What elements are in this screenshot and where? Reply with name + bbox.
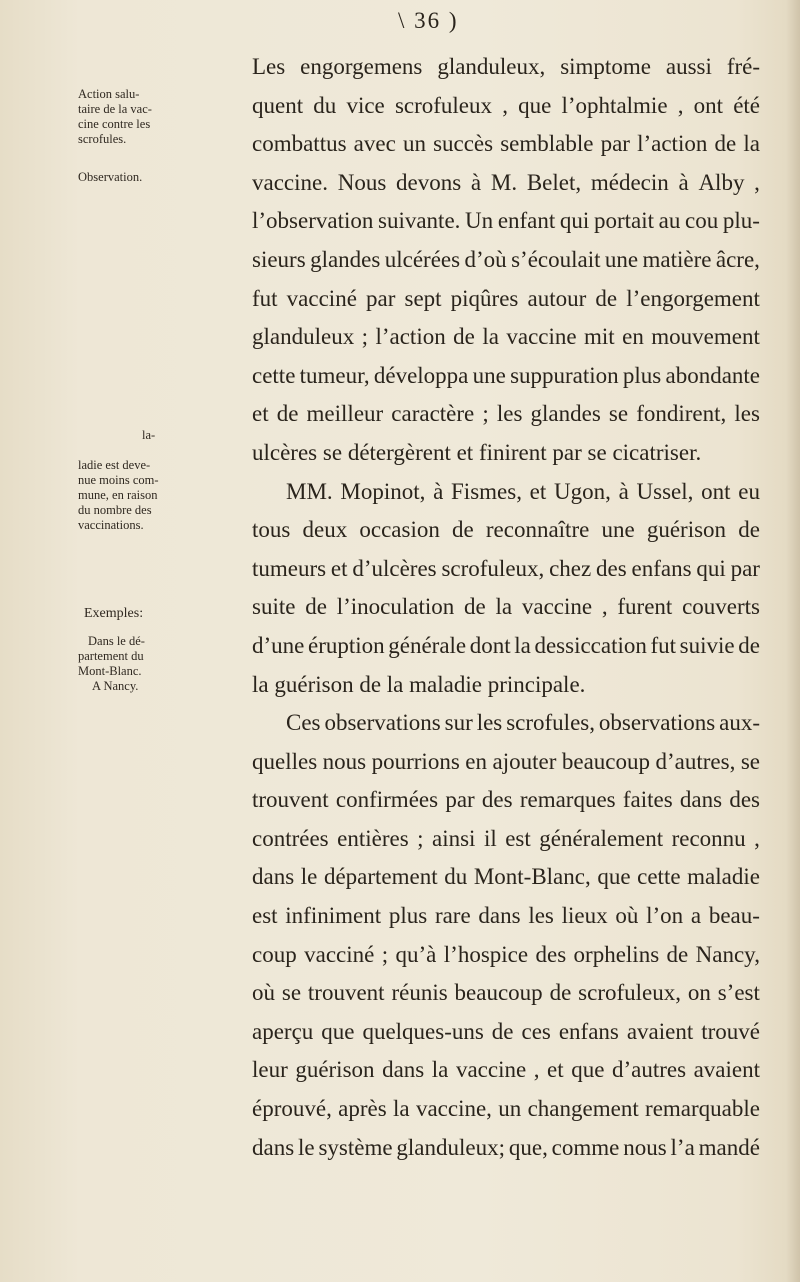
text-line: glanduleux ; l’action de la vaccine mit en mouvement [252,324,760,350]
text-line: où se trouvent réunis beaucoup de scrofuleux, on s’est [252,980,760,1006]
text-line: suite de l’inoculation de la vaccine , furent couverts [252,594,760,620]
margin-note-line: cine contre les [78,117,151,131]
margin-note-line: scrofules. [78,132,127,146]
margin-note-line: du nombre des [78,503,152,517]
margin-note-action [78,87,238,147]
text-line: tous deux occasion de reconnaître une guérison de [252,517,760,543]
text-line: l’observation suivante. Un enfant qui portait au cou plu- [252,208,760,234]
text-line: dans le système glanduleux; que, comme nous l’a mandé [252,1134,760,1160]
text-line: Ces observations sur les scrofules, observations aux- [286,710,760,736]
text-line: d’une éruption générale dont la dessiccation fut suivie de [252,632,760,658]
text-line: cette tumeur, développa une suppuration plus abondante [252,362,760,388]
margin-note-line: Observation. [78,170,143,184]
text-line: quent du vice scrofuleux , que l’ophtalmie , ont été [252,92,760,118]
margin-note-line: A Nancy. [92,679,139,693]
margin-note-observation [78,170,238,185]
margin-note-line: ladie est deve- [78,458,151,472]
text-line: la guérison de la maladie principale. [252,671,586,697]
margin-note-line: la- [142,428,156,442]
margin-note-maladie [78,428,238,533]
text-line: dans le département du Mont-Blanc, que cette maladie [252,864,760,890]
text-line: éprouvé, après la vaccine, un changement remarquable [252,1096,760,1122]
text-line: fut vacciné par sept piqûres autour de l’engorgement [252,285,760,311]
page-edge-shadow [786,0,800,1282]
text-line: est infiniment plus rare dans les lieux où l’on a beau- [252,903,760,929]
margin-note-line: nue moins com- [78,473,159,487]
text-line: aperçu que quelques-uns de ces enfans avaient trouvé [252,1018,760,1044]
text-line: coup vacciné ; qu’à l’hospice des orphelins de Nancy, [252,941,760,967]
text-line: et de meilleur caractère ; les glandes se fondirent, les [252,401,760,427]
margin-note-dans [78,634,238,694]
text-line: MM. Mopinot, à Fismes, et Ugon, à Ussel, ont eu [286,478,760,504]
text-line: quelles nous pourrions en ajouter beaucoup d’autres, se [252,748,760,774]
text-line: leur guérison dans la vaccine , et que d’autres avaient [252,1057,760,1083]
text-line: tumeurs et d’ulcères scrofuleux, chez des enfans qui par [252,555,760,581]
margin-note-line: partement du [78,649,144,663]
margin-note-exemples [78,606,238,621]
margin-note-line: Mont-Blanc. [78,664,142,678]
page-number: \ 36 ) [398,8,459,33]
margin-note-line: Dans le dé- [88,634,145,648]
text-line: combattus avec un succès semblable par l’action de la [252,131,760,157]
text-line: trouvent confirmées par des remarques faites dans des [252,787,760,813]
body-text [252,48,760,1167]
margin-note-line: mune, en raison [78,488,158,502]
text-line: vaccine. Nous devons à M. Belet, médecin à Alby , [252,169,760,195]
margin-note-line: Exemples: [84,606,144,621]
margin-note-line: taire de la vac- [78,102,152,116]
margin-note-line: Action salu- [78,87,140,101]
text-line: contrées entières ; ainsi il est généralement reconnu , [252,825,760,851]
text-line: Les engorgemens glanduleux, simptome aussi fré- [252,54,760,79]
text-line: ulcères se détergèrent et finirent par se cicatriser. [252,439,702,465]
text-line: sieurs glandes ulcérées d’où s’écoulait une matière âcre, [252,246,760,272]
margin-note-line: vaccinations. [78,518,144,532]
